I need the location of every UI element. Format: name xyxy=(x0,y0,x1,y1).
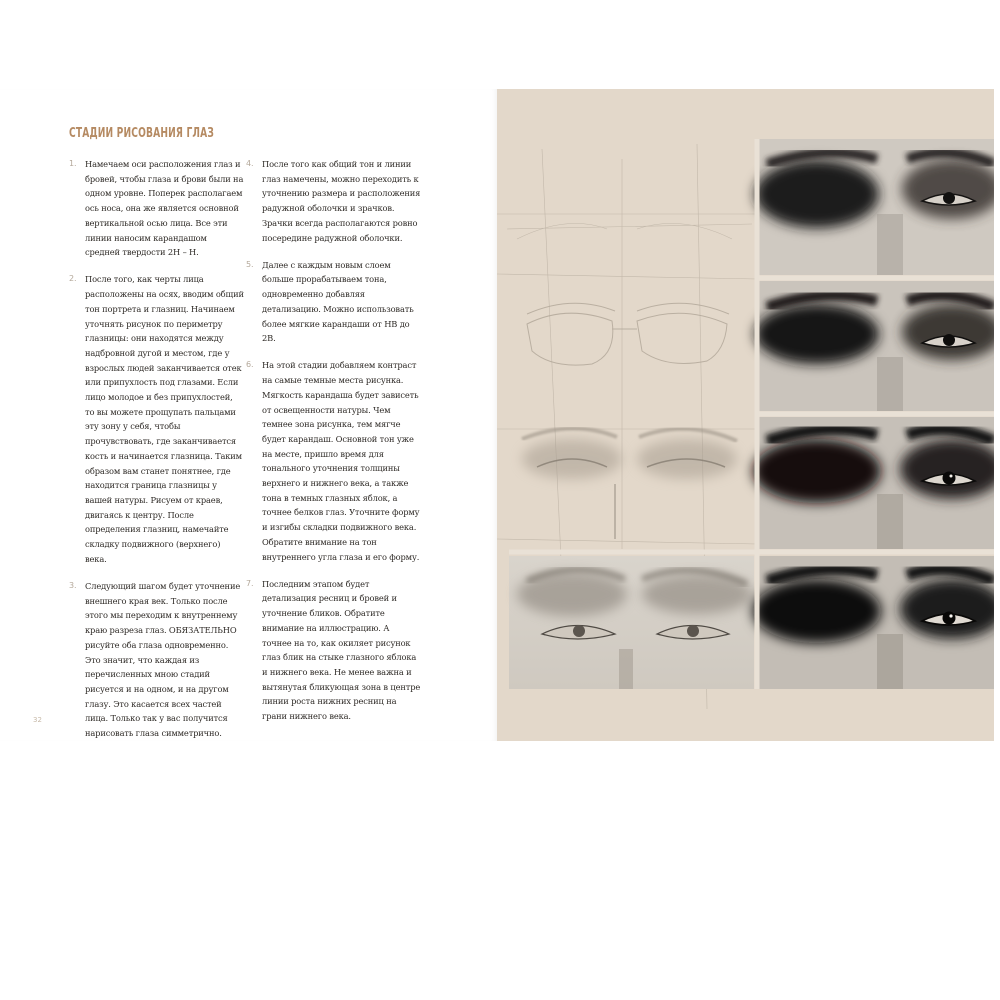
step-1 xyxy=(69,157,244,260)
stage-2-sketch xyxy=(527,303,729,365)
step-number: 4. xyxy=(246,159,254,168)
step-number: 3. xyxy=(69,580,77,590)
step-number: 5. xyxy=(246,259,254,269)
stage-3-sketch xyxy=(522,428,737,539)
step-text: После того как общий тон и линии глаз намечены, можно переходить к уточнению размера и расположения радужной оболочки и зрачков. Зрачки всегда располагаются ровно посередине радужной оболочки. xyxy=(262,159,421,243)
page-number: 32 xyxy=(33,716,42,724)
text-column-left xyxy=(69,157,244,753)
step-number: 1. xyxy=(69,159,77,168)
step-text: Намечаем оси расположения глаз и бровей, чтобы глаза и брови были на одном уровне. Поперек располагаем ось носа, она же является основной вертикальной осью лица. Все эти линии наносим карандашом средней твердости 2H – H. xyxy=(85,159,244,258)
page-title: СТАДИИ РИСОВАНИЯ ГЛАЗ xyxy=(69,126,215,141)
step-text: Далее с каждым новым слоем больше прорабатываем тона, одновременно добавляя детализацию. Можно использовать более мягкие карандаши от HB до 2B. xyxy=(262,259,414,344)
right-page-illustration xyxy=(497,89,994,741)
step-number: 7. xyxy=(246,578,254,588)
step-number: 2. xyxy=(69,274,77,284)
step-3 xyxy=(69,579,244,741)
step-2 xyxy=(69,272,244,566)
eye-drawing-stages-illustration xyxy=(497,89,994,741)
step-text: После того, как черты лица расположены на осях, вводим общий тон портрета и глазниц. Начинаем уточнять рисунок по периметру глазницы: они находятся между надбровной дугой и местом, где у взрослых людей заканчивается отек или припухлость под глазами. Если лицо молодое и без припухлостей, то вы можете прощупать пальцами эту зону у себя, чтобы прочувствовать, где заканчивается кость и начинается глазница. Таким образом вам станет понятнее, где находится граница глазницы у вашей натуры. Рисуем от краев, двигаясь к центру. После определения глазниц, намечайте складку подвижного (верхнего) века. xyxy=(85,274,244,564)
step-7 xyxy=(246,577,421,724)
step-number: 6. xyxy=(246,360,254,370)
text-column-right xyxy=(246,157,421,736)
book-spread xyxy=(0,89,1000,741)
step-4 xyxy=(246,157,421,245)
step-text: На этой стадии добавляем контраст на самые темные места рисунка. Мягкость карандаша будет зависеть от освещенности натуры. Чем темнее зона рисунка, тем мягче будет карандаш. Основной тон уже на месте, пришло время для тонального уточнения толщины верхнего и нижнего века, а также тона в темных глазных яблок, а точнее белков глаз. Уточните форму и изгибы складки подвижного века. Обратите внимание на тон внутреннего угла глаза и его форму. xyxy=(262,360,420,562)
stage-4-panel xyxy=(509,556,754,689)
step-5 xyxy=(246,258,421,346)
left-page xyxy=(0,89,497,741)
step-text: Последним этапом будет детализация ресниц и бровей и уточнение бликов. Обратите внимание на иллюстрацию. А точнее на то, как окиляет рисунок глаз блик на стыке глазного яблока и нижнего века. Не менее важна и вытянутая бликующая зона в центре линии роста нижних ресниц на грани нижнего века. xyxy=(262,578,421,722)
step-text: Следующий шагом будет уточнение внешнего края век. Только после этого мы переходим к внутреннему краю разреза глаз. ОБЯЗАТЕЛЬНО рисуйте оба глаза одновременно. Это значит, что каждая из перечисленных мною стадий рисуется и на одном, и на другом глазу. Это касается всех частей лица. Только так у вас получится нарисовать глаза симметрично. xyxy=(85,580,241,739)
step-6 xyxy=(246,358,421,564)
